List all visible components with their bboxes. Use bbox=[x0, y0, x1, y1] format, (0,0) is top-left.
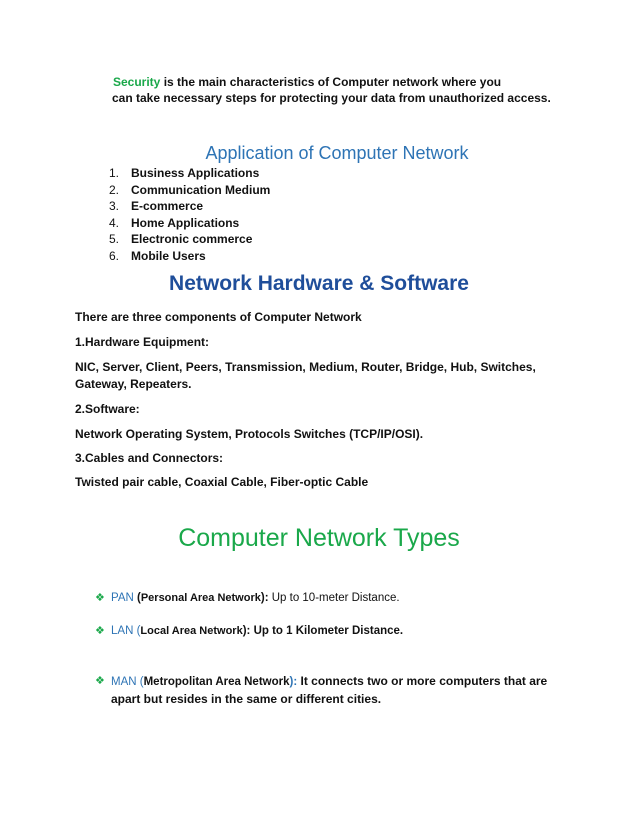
list-number: 5. bbox=[109, 232, 120, 247]
list-item bbox=[109, 231, 270, 248]
network-types-heading: Computer Network Types bbox=[178, 524, 460, 552]
list-label: Communication Medium bbox=[131, 182, 271, 197]
man-full: Metropolitan Area Network bbox=[143, 676, 290, 688]
list-number: 2. bbox=[109, 182, 120, 197]
lan-bullet bbox=[95, 623, 565, 640]
lan-desc: Up to 1 Kilometer Distance. bbox=[250, 625, 404, 637]
security-highlight: Security bbox=[113, 75, 161, 89]
lan-abbr: LAN bbox=[111, 625, 134, 637]
list-number: 1. bbox=[109, 166, 120, 180]
lan-open: ( bbox=[133, 625, 141, 637]
pan-open: ( bbox=[133, 592, 141, 604]
intro-paragraph bbox=[112, 74, 551, 106]
list-label: E-commerce bbox=[131, 199, 204, 214]
list-label: Mobile Users bbox=[131, 248, 206, 263]
cables-title: 3.Cables and Connectors: bbox=[75, 451, 224, 465]
cables-description: Twisted pair cable, Coaxial Cable, Fiber-optic Cable bbox=[75, 475, 369, 489]
list-number: 6. bbox=[109, 248, 120, 263]
list-item bbox=[109, 182, 270, 199]
software-description: Network Operating System, Protocols Switches (TCP/IP/OSI). bbox=[75, 427, 424, 441]
intro-line1: is the main characteristics of Computer network where you bbox=[160, 75, 502, 89]
pan-full: Personal Area Network bbox=[140, 592, 261, 604]
components-intro: There are three components of Computer Network bbox=[75, 310, 362, 324]
hardware-software-heading: Network Hardware & Software bbox=[169, 272, 469, 295]
list-item bbox=[109, 248, 270, 265]
list-item bbox=[109, 215, 270, 232]
pan-bullet bbox=[95, 590, 565, 607]
intro-line2: can take necessary steps for protecting your data from unauthorized access. bbox=[112, 91, 551, 105]
pan-close: ): bbox=[260, 592, 269, 604]
list-label: Business Applications bbox=[131, 166, 260, 180]
pan-abbr: PAN bbox=[111, 592, 134, 604]
hardware-description: NIC, Server, Client, Peers, Transmission, Medium, Router, Bridge, Hub, Switches, Gateway, Repeaters. bbox=[75, 360, 536, 391]
software-title: 2.Software: bbox=[75, 402, 140, 416]
list-item bbox=[109, 198, 270, 215]
list-label: Home Applications bbox=[131, 215, 240, 230]
man-abbr: MAN bbox=[111, 676, 137, 688]
lan-close: ): bbox=[242, 625, 251, 637]
pan-desc: Up to 10-meter Distance. bbox=[268, 592, 400, 604]
list-number: 4. bbox=[109, 215, 120, 230]
list-number: 3. bbox=[109, 199, 120, 214]
lan-full: Local Area Network bbox=[140, 625, 243, 637]
application-heading: Application of Computer Network bbox=[205, 143, 469, 163]
diamond-bullet-icon: ❖ bbox=[95, 625, 105, 637]
application-list bbox=[109, 165, 270, 265]
man-bullet bbox=[95, 673, 565, 709]
hardware-title: 1.Hardware Equipment: bbox=[75, 335, 210, 349]
diamond-bullet-icon: ❖ bbox=[95, 675, 105, 687]
list-label: Electronic commerce bbox=[131, 232, 253, 247]
man-desc: It connects two or more computers that are apart but resides in the same or different cities. bbox=[111, 674, 548, 706]
man-close: ): bbox=[289, 676, 298, 688]
diamond-bullet-icon: ❖ bbox=[95, 592, 105, 604]
list-item bbox=[109, 165, 270, 182]
man-open: ( bbox=[136, 676, 144, 688]
